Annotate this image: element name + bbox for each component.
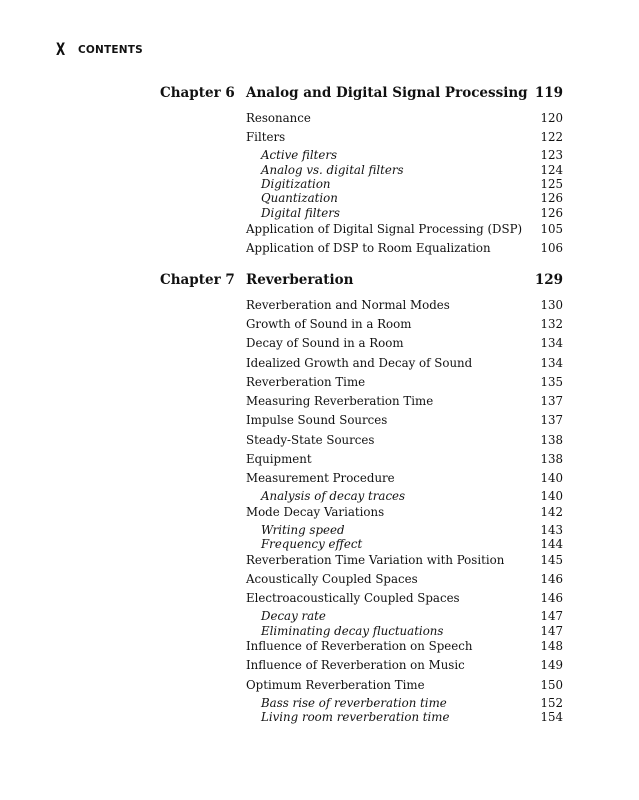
toc-entry-title: Application of DSP to Room Equalization (246, 241, 491, 255)
toc-entry-page: 152 (540, 696, 563, 710)
toc-entry-title: Active filters (261, 148, 338, 162)
toc-entry-title: Steady-State Sources (246, 433, 375, 447)
toc-entry-title: Analysis of decay traces (261, 489, 406, 503)
toc-entry-page: 123 (540, 148, 563, 162)
toc-entry-title: Influence of Reverberation on Music (246, 658, 465, 672)
toc-entry-page: 148 (540, 639, 563, 653)
toc-entry-page: 106 (540, 241, 563, 255)
toc-entry-page: 143 (540, 523, 563, 537)
toc-entry-title: Application of Digital Signal Processing (DSP) (246, 222, 523, 236)
toc-entry-title: Eliminating decay fluctuations (261, 624, 444, 638)
toc-entry-title: Filters (246, 130, 286, 144)
chapter-page: 129 (534, 272, 563, 288)
toc-entry-title: Writing speed (261, 523, 345, 537)
toc-entry-page: 146 (540, 572, 563, 586)
toc-entry-page: 120 (540, 111, 563, 125)
chapter-heading (160, 272, 565, 292)
toc-entry-page: 125 (540, 177, 563, 191)
chapter-6-section (160, 85, 565, 255)
toc-entry-title: Digitization (261, 177, 331, 191)
toc-entry-page: 142 (540, 505, 563, 519)
toc-entry-page: 154 (540, 710, 563, 724)
running-header-title: CONTENTS (78, 44, 143, 56)
chapter-label: Chapter 7 (160, 272, 235, 288)
toc-entry-page: 134 (540, 336, 563, 350)
toc-entry-page: 134 (540, 356, 563, 370)
toc-entry-title: Decay rate (261, 609, 326, 623)
toc-entry-page: 138 (540, 433, 563, 447)
toc-entry-title: Decay of Sound in a Room (246, 336, 404, 350)
toc-entry-page: 124 (540, 163, 563, 177)
toc-entry-page: 140 (540, 489, 563, 503)
toc-entry-title: Mode Decay Variations (246, 505, 385, 519)
chapter-heading (160, 85, 565, 105)
toc-entry-title: Impulse Sound Sources (246, 413, 388, 427)
toc-entry-page: 140 (540, 471, 563, 485)
toc-entry-page: 137 (540, 394, 563, 408)
toc-entry-page: 149 (540, 658, 563, 672)
chapter-title: Analog and Digital Signal Processing (246, 85, 528, 101)
toc-entry-page: 130 (540, 298, 563, 312)
toc-entry-page: 147 (540, 624, 563, 638)
toc-entry-title: Living room reverberation time (261, 710, 450, 724)
toc-entry-title: Idealized Growth and Decay of Sound (246, 356, 473, 370)
chapter-page: 119 (534, 85, 563, 101)
toc-entry-title: Equipment (246, 452, 312, 466)
toc-entry-title: Reverberation Time (246, 375, 366, 389)
toc-entry-page: 135 (540, 375, 563, 389)
toc-entry-title: Quantization (261, 191, 338, 205)
toc-entry-title: Frequency effect (261, 537, 363, 551)
toc-entry-title: Reverberation and Normal Modes (246, 298, 450, 312)
chapter-label: Chapter 6 (160, 85, 235, 101)
toc-entry-title: Reverberation Time Variation with Position (246, 553, 505, 567)
toc-entry-title: Measurement Procedure (246, 471, 395, 485)
chapter-7-section (160, 272, 565, 724)
toc-entry-page: 150 (540, 678, 563, 692)
toc-entry-page: 122 (540, 130, 563, 144)
toc-entry-page: 138 (540, 452, 563, 466)
toc-entry-title: Digital filters (261, 206, 340, 220)
toc-entry-title: Measuring Reverberation Time (246, 394, 434, 408)
toc-entry-page: 137 (540, 413, 563, 427)
chapter-title: Reverberation (246, 272, 354, 288)
toc-entry-title: Optimum Reverberation Time (246, 678, 425, 692)
toc-entry-title: Acoustically Coupled Spaces (246, 572, 418, 586)
page-number: X (56, 40, 66, 60)
toc-entry-title: Analog vs. digital filters (261, 163, 404, 177)
toc-entry-title: Influence of Reverberation on Speech (246, 639, 473, 653)
toc-entry-title: Electroacoustically Coupled Spaces (246, 591, 460, 605)
toc-entry-title: Bass rise of reverberation time (261, 696, 447, 710)
toc-entry-page: 146 (540, 591, 563, 605)
toc-entry-page: 126 (540, 206, 563, 220)
toc-entry-title: Growth of Sound in a Room (246, 317, 412, 331)
toc-entry-title: Resonance (246, 111, 311, 125)
toc-entry-page: 132 (540, 317, 563, 331)
toc-entry-page: 126 (540, 191, 563, 205)
toc-entry-page: 105 (540, 222, 563, 236)
toc-entry-page: 145 (540, 553, 563, 567)
toc-entry-page: 147 (540, 609, 563, 623)
toc-entry-page: 144 (540, 537, 563, 551)
